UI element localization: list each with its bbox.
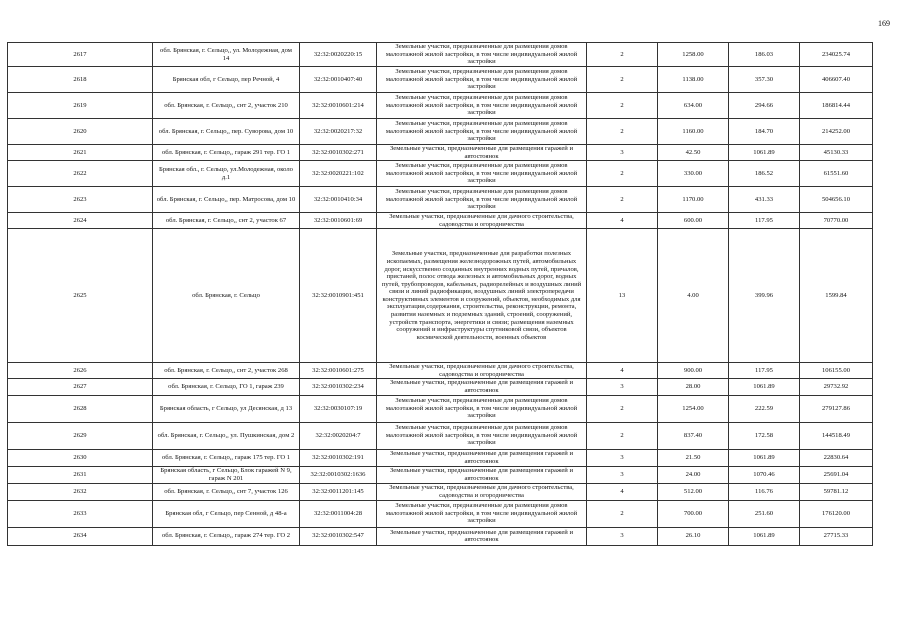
address-cell: обл. Брянская, г. Сельцо,, снт 2, участок 67: [153, 213, 300, 229]
cadastral-number-cell: 32:32:0010601:275: [300, 363, 377, 379]
row-number: 2618: [8, 67, 153, 93]
group-cell: 4: [587, 483, 658, 500]
cadastral-number-cell: 32:32:0020204:7: [300, 422, 377, 449]
row-number: 2633: [8, 500, 153, 527]
row-number: 2622: [8, 161, 153, 187]
cadastral-number-cell: 32:32:0010302:234: [300, 379, 377, 395]
group-cell: 2: [587, 395, 658, 422]
area-cell: 21.50: [658, 449, 729, 466]
group-cell: 3: [587, 527, 658, 545]
rate-cell: 1061.89: [729, 145, 800, 161]
land-use-cell: Земельные участки, предназначенные для размещения гаражей и автостоянок: [377, 379, 587, 395]
cadastral-value-cell: 27715.33: [800, 527, 873, 545]
land-use-cell: Земельные участки, предназначенные для размещения домов малоэтажной жилой застройки, в том числе индивидуальной жилой застройки: [377, 67, 587, 93]
cadastral-value-cell: 186814.44: [800, 93, 873, 119]
address-cell: Брянская обл., г. Сельцо, ул.Молодежная, около д.1: [153, 161, 300, 187]
cadastral-number-cell: 32:32:0010302:271: [300, 145, 377, 161]
table-row: [8, 43, 873, 67]
land-use-cell: Земельные участки, предназначенные для размещения домов малоэтажной жилой застройки, в том числе индивидуальной жилой застройки: [377, 187, 587, 213]
rate-cell: 186.52: [729, 161, 800, 187]
row-number: 2617: [8, 43, 153, 67]
table-row: [8, 187, 873, 213]
cadastral-number-cell: 32:32:0010601:69: [300, 213, 377, 229]
group-cell: 2: [587, 67, 658, 93]
row-number: 2632: [8, 483, 153, 500]
cadastral-value-cell: 70770.00: [800, 213, 873, 229]
cadastral-number-cell: 32:32:0010407:40: [300, 67, 377, 93]
area-cell: 1258.00: [658, 43, 729, 67]
row-number: 2634: [8, 527, 153, 545]
area-cell: 837.40: [658, 422, 729, 449]
cadastral-value-cell: 144518.49: [800, 422, 873, 449]
table-row: [8, 229, 873, 363]
land-use-cell: Земельные участки, предназначенные для размещения домов малоэтажной жилой застройки, в том числе индивидуальной жилой застройки: [377, 119, 587, 145]
cadastral-number-cell: 32:32:0010410:34: [300, 187, 377, 213]
address-cell: обл. Брянская, г. Сельцо,, снт 7, участок 126: [153, 483, 300, 500]
rate-cell: 172.58: [729, 422, 800, 449]
group-cell: 2: [587, 93, 658, 119]
address-cell: обл. Брянская, г. Сельцо, ГО 1, гараж 239: [153, 379, 300, 395]
cadastral-number-cell: 32:32:0010601:214: [300, 93, 377, 119]
row-number: 2627: [8, 379, 153, 395]
cadastral-number-cell: 32:32:0010302:547: [300, 527, 377, 545]
area-cell: 4.00: [658, 229, 729, 363]
cadastral-value-cell: 25691.04: [800, 466, 873, 483]
row-number: 2620: [8, 119, 153, 145]
area-cell: 1254.00: [658, 395, 729, 422]
cadastral-number-cell: 32:32:0030107:19: [300, 395, 377, 422]
group-cell: 2: [587, 43, 658, 67]
table-row: [8, 483, 873, 500]
cadastral-number-cell: 32:32:0010302:191: [300, 449, 377, 466]
row-number: 2623: [8, 187, 153, 213]
cadastral-number-cell: 32:32:0020221:102: [300, 161, 377, 187]
cadastral-value-cell: 234025.74: [800, 43, 873, 67]
cadastral-number-cell: 32:32:0010302:1636: [300, 466, 377, 483]
area-cell: 512.00: [658, 483, 729, 500]
land-use-cell: Земельные участки, предназначенные для размещения домов малоэтажной жилой застройки, в том числе индивидуальной жилой застройки: [377, 500, 587, 527]
land-use-cell: Земельные участки, предназначенные для разработки полезных ископаемых, размещения железнодорожных путей, автомобильных дорог, искусственно созданных внутренних водных путей, причалов, пристаней, полос отвода железных и автомобильных дорог, водных путей, трубопроводов, кабельных, радиорелейных и воздушных линий связи и линий радиофикации, воздушных линий электропередачи конструктивных элементов и сооружений, объектов, необходимых для эксплуатации,содержания, строительства, реконструкции, ремонта, развития наземных и подземных зданий, строений, сооружений, устройств транспорта, энергетики и связи; размещения наземных сооружений и инфраструктуры спутниковой связи, объектов космической деятельности, военных объектов: [377, 229, 587, 363]
land-use-cell: Земельные участки, предназначенные для размещения гаражей и автостоянок: [377, 449, 587, 466]
rate-cell: 184.70: [729, 119, 800, 145]
address-cell: обл. Брянская, г. Сельцо,, ул. Молодежная, дом 14: [153, 43, 300, 67]
row-number: 2625: [8, 229, 153, 363]
table-row: [8, 363, 873, 379]
rate-cell: 399.96: [729, 229, 800, 363]
area-cell: 1160.00: [658, 119, 729, 145]
rate-cell: 117.95: [729, 363, 800, 379]
cadastral-value-cell: 279127.86: [800, 395, 873, 422]
row-number: 2621: [8, 145, 153, 161]
rate-cell: 357.30: [729, 67, 800, 93]
row-number: 2619: [8, 93, 153, 119]
area-cell: 42.50: [658, 145, 729, 161]
table-row: [8, 161, 873, 187]
cadastral-number-cell: 32:32:0020220:15: [300, 43, 377, 67]
group-cell: 3: [587, 449, 658, 466]
address-cell: обл. Брянская, г. Сельцо,, гараж 274 тер. ГО 2: [153, 527, 300, 545]
group-cell: 4: [587, 363, 658, 379]
rate-cell: 117.95: [729, 213, 800, 229]
land-use-cell: Земельные участки, предназначенные для дачного строительства, садоводства и огородничества: [377, 363, 587, 379]
address-cell: обл. Брянская, г. Сельцо,, ул. Пушкинская, дом 2: [153, 422, 300, 449]
table-row: [8, 449, 873, 466]
area-cell: 600.00: [658, 213, 729, 229]
cadastral-value-cell: 22830.64: [800, 449, 873, 466]
area-cell: 28.00: [658, 379, 729, 395]
row-number: 2629: [8, 422, 153, 449]
row-number: 2626: [8, 363, 153, 379]
row-number: 2624: [8, 213, 153, 229]
address-cell: обл. Брянская, г. Сельцо,, снт 2, участок 268: [153, 363, 300, 379]
rate-cell: 1061.89: [729, 449, 800, 466]
group-cell: 2: [587, 500, 658, 527]
table-row: [8, 67, 873, 93]
table-row: [8, 145, 873, 161]
cadastral-number-cell: 32:32:0011004:28: [300, 500, 377, 527]
area-cell: 330.00: [658, 161, 729, 187]
address-cell: обл. Брянская, г. Сельцо,, гараж 175 тер. ГО 1: [153, 449, 300, 466]
rate-cell: 1061.89: [729, 527, 800, 545]
address-cell: обл. Брянская, г. Сельцо,, пер. Матросова, дом 10: [153, 187, 300, 213]
group-cell: 3: [587, 379, 658, 395]
cadastral-number-cell: 32:32:0011201:145: [300, 483, 377, 500]
cadastral-value-cell: 1599.84: [800, 229, 873, 363]
group-cell: 2: [587, 161, 658, 187]
table-row: [8, 527, 873, 545]
cadastral-value-cell: 29732.92: [800, 379, 873, 395]
cadastral-value-cell: 61551.60: [800, 161, 873, 187]
table-row: [8, 466, 873, 483]
row-number: 2631: [8, 466, 153, 483]
address-cell: обл. Брянская, г. Сельцо,, пер. Суворова, дом 10: [153, 119, 300, 145]
group-cell: 3: [587, 466, 658, 483]
group-cell: 2: [587, 187, 658, 213]
area-cell: 24.00: [658, 466, 729, 483]
table-row: [8, 379, 873, 395]
address-cell: обл. Брянская, г. Сельцо: [153, 229, 300, 363]
cadastral-value-cell: 45130.33: [800, 145, 873, 161]
page-number: 169: [878, 19, 890, 28]
area-cell: 1170.00: [658, 187, 729, 213]
area-cell: 1138.00: [658, 67, 729, 93]
land-use-cell: Земельные участки, предназначенные для дачного строительства, садоводства и огородничества: [377, 213, 587, 229]
rate-cell: 251.60: [729, 500, 800, 527]
group-cell: 4: [587, 213, 658, 229]
land-use-cell: Земельные участки, предназначенные для размещения домов малоэтажной жилой застройки, в том числе индивидуальной жилой застройки: [377, 395, 587, 422]
area-cell: 700.00: [658, 500, 729, 527]
cadastral-value-cell: 214252.00: [800, 119, 873, 145]
cadastral-value-cell: 504656.10: [800, 187, 873, 213]
rate-cell: 186.03: [729, 43, 800, 67]
group-cell: 13: [587, 229, 658, 363]
rate-cell: 294.66: [729, 93, 800, 119]
area-cell: 26.10: [658, 527, 729, 545]
area-cell: 634.00: [658, 93, 729, 119]
land-use-cell: Земельные участки, предназначенные для размещения домов малоэтажной жилой застройки, в том числе индивидуальной жилой застройки: [377, 43, 587, 67]
land-use-cell: Земельные участки, предназначенные для размещения домов малоэтажной жилой застройки, в том числе индивидуальной жилой застройки: [377, 422, 587, 449]
row-number: 2630: [8, 449, 153, 466]
land-use-cell: Земельные участки, предназначенные для размещения гаражей и автостоянок: [377, 145, 587, 161]
address-cell: Брянская область, г Сельцо, ул Десянская, д 13: [153, 395, 300, 422]
cadastral-value-cell: 406607.40: [800, 67, 873, 93]
rate-cell: 222.59: [729, 395, 800, 422]
cadastral-value-cell: 176120.00: [800, 500, 873, 527]
table-row: [8, 93, 873, 119]
address-cell: обл. Брянская, г. Сельцо,, снт 2, участок 210: [153, 93, 300, 119]
cadastral-number-cell: 32:32:0020217:32: [300, 119, 377, 145]
land-use-cell: Земельные участки, предназначенные для размещения гаражей и автостоянок: [377, 527, 587, 545]
cadastral-value-cell: 59781.12: [800, 483, 873, 500]
table-row: [8, 213, 873, 229]
row-number: 2628: [8, 395, 153, 422]
cadastral-number-cell: 32:32:0010901:451: [300, 229, 377, 363]
cadastral-value-cell: 106155.00: [800, 363, 873, 379]
address-cell: Брянская область, г Сельцо, Блок гаражей N 9, гараж N 201: [153, 466, 300, 483]
rate-cell: 1070.46: [729, 466, 800, 483]
area-cell: 900.00: [658, 363, 729, 379]
rate-cell: 431.33: [729, 187, 800, 213]
table-row: [8, 119, 873, 145]
land-use-cell: Земельные участки, предназначенные для размещения домов малоэтажной жилой застройки, в том числе индивидуальной жилой застройки: [377, 93, 587, 119]
address-cell: Брянская обл, г Сельцо, пер Речной, 4: [153, 67, 300, 93]
land-use-cell: Земельные участки, предназначенные для размещения гаражей и автостоянок: [377, 466, 587, 483]
land-registry-table: [7, 42, 873, 546]
table-row: [8, 500, 873, 527]
rate-cell: 116.76: [729, 483, 800, 500]
table-row: [8, 422, 873, 449]
group-cell: 2: [587, 119, 658, 145]
group-cell: 2: [587, 422, 658, 449]
group-cell: 3: [587, 145, 658, 161]
address-cell: Брянская обл, г Сельцо, пер Сенной, д 48-а: [153, 500, 300, 527]
rate-cell: 1061.89: [729, 379, 800, 395]
land-use-cell: Земельные участки, предназначенные для размещения домов малоэтажной жилой застройки, в том числе индивидуальной жилой застройки: [377, 161, 587, 187]
land-use-cell: Земельные участки, предназначенные для дачного строительства, садоводства и огородничества: [377, 483, 587, 500]
address-cell: обл. Брянская, г. Сельцо,, гараж 291 тер. ГО 1: [153, 145, 300, 161]
table-row: [8, 395, 873, 422]
